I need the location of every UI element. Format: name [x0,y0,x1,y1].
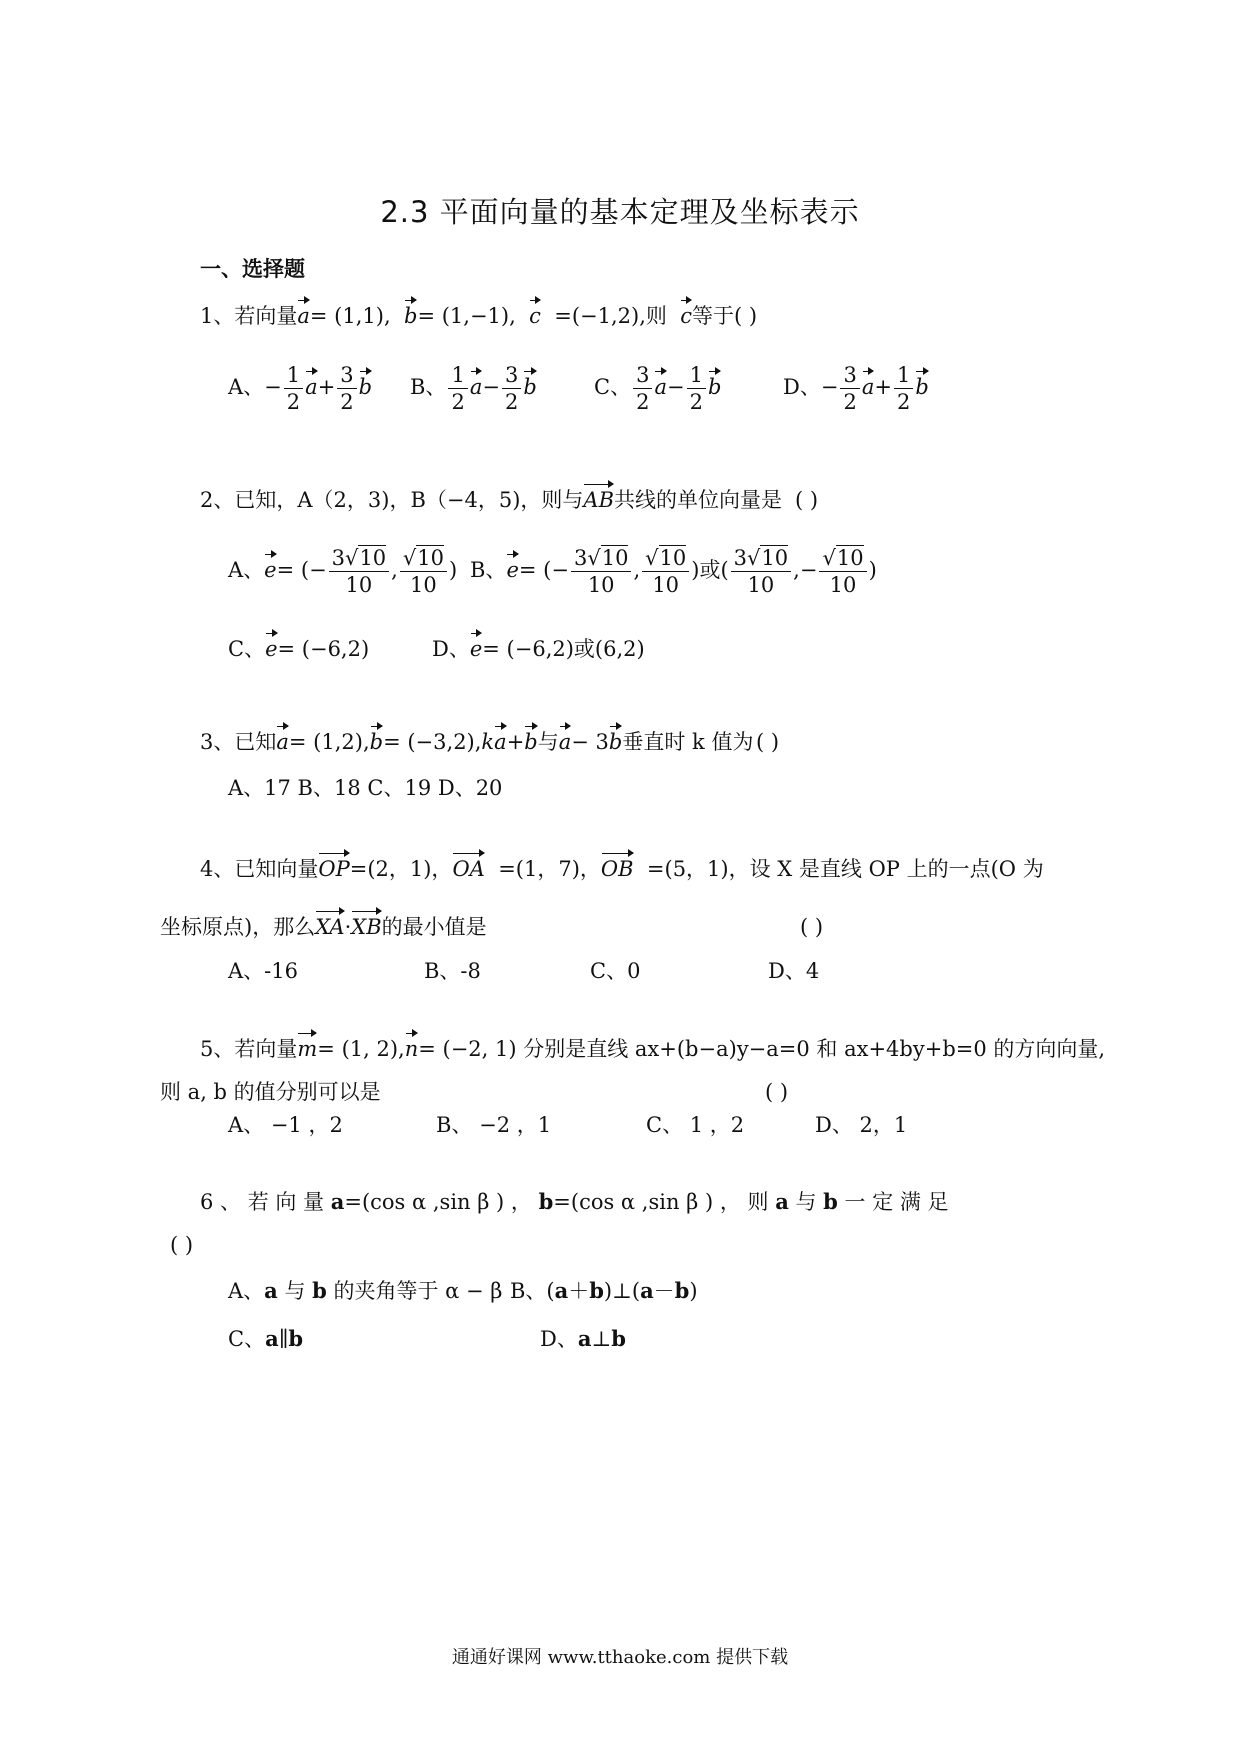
question-6-option-b: B、(a＋b)⊥(a－b) [510,1278,698,1303]
question-6-option-a: A、a 与 b 的夹角等于 α − β [228,1278,503,1303]
question-5-option-c: C、 1 ，2 [646,1113,745,1137]
question-6-stem-line1: 6 、 若 向 量 a=(cos α ,sin β ) ， b=(cos α ,sin β ) ， 则 a 与 b 一 定 满 足 [200,1189,949,1214]
question-5-answer-paren: ( ) [765,1080,789,1104]
question-2-option-a: A、e= (− $\frac{3√10}{10}$ , $\frac{√10}{10}$ ) [228,546,458,597]
question-4-answer-paren: ( ) [800,915,824,939]
question-4-option-b: B、-8 [424,959,481,983]
question-5-stem-line1: 5、若向量m= (1, 2),n= (−2, 1) 分别是直线 ax+(b−a)y−a=0 和 ax+4by+b=0 的方向向量, [200,1037,1106,1061]
question-2-option-b: B、e= (− $\frac{3√10}{10}$ , $\frac{√10}{10}$ )或( $\frac{3√10}{10}$ ,− $\frac{√10}{10}$ ) [470,546,877,597]
question-6-answer-paren: ( ) [170,1233,194,1257]
vector-a: a [297,304,310,328]
question-5-option-a: A、 −1 ，2 [228,1113,343,1137]
question-4-option-d: D、4 [768,959,820,983]
question-5-stem-line2: 则 a, b 的值分别可以是 [160,1080,381,1104]
question-6-option-c: C、a∥b [228,1326,304,1351]
page-title: 2.3 平面向量的基本定理及坐标表示 [380,195,860,229]
question-3-stem: 3、已知a= (1,2),b= (−3,2),ka+b与a− 3b垂直时 k 值为 [200,730,754,754]
question-1-option-a: A、− $\frac{1}{2}$ a+ $\frac{3}{2}$ b [228,363,373,414]
vector-ab: AB [583,488,615,512]
vector-b: b [404,304,418,328]
question-4-stem-line2: 坐标原点)，那么XA·XB的最小值是 [160,915,487,939]
question-4-option-a: A、-16 [228,959,298,983]
vector-c: c [680,304,693,328]
question-3-options: A、17 B、18 C、19 D、20 [228,776,503,800]
question-5-option-b: B、 −2 ，1 [436,1113,552,1137]
question-1-option-b: B、 $\frac{1}{2}$ a− $\frac{3}{2}$ b [410,363,537,414]
question-2-stem: 2、已知，A（2，3)，B（−4，5)，则与AB共线的单位向量是 [200,488,783,512]
question-1-option-d: D、− $\frac{3}{2}$ a+ $\frac{1}{2}$ b [783,363,929,414]
section-heading: 一、选择题 [200,257,305,281]
page-footer: 通通好课网 www.tthaoke.com 提供下载 [451,1647,789,1668]
question-1-option-c: C、 $\frac{3}{2}$ a− $\frac{1}{2}$ b [594,363,722,414]
question-2-answer-paren: ( ) [795,488,819,512]
question-1-stem: 1、若向量a= (1,1), b= (1,−1), c =(−1,2),则 c等于( ) [200,304,758,328]
vector-c: c [529,304,541,328]
question-3-answer-paren: ( ) [756,730,780,754]
question-4-stem-line1: 4、已知向量OP=(2，1)，OA =(1，7)，OB =(5，1)，设 X 是直线 OP 上的一点(O 为 [200,857,1044,881]
question-2-option-c: C、e= (−6,2) [228,637,370,661]
question-5-option-d: D、 2，1 [815,1113,908,1137]
question-4-option-c: C、0 [590,959,641,983]
question-2-option-d: D、e= (−6,2)或(6,2) [432,637,645,661]
question-6-option-d: D、a⊥b [540,1326,626,1351]
